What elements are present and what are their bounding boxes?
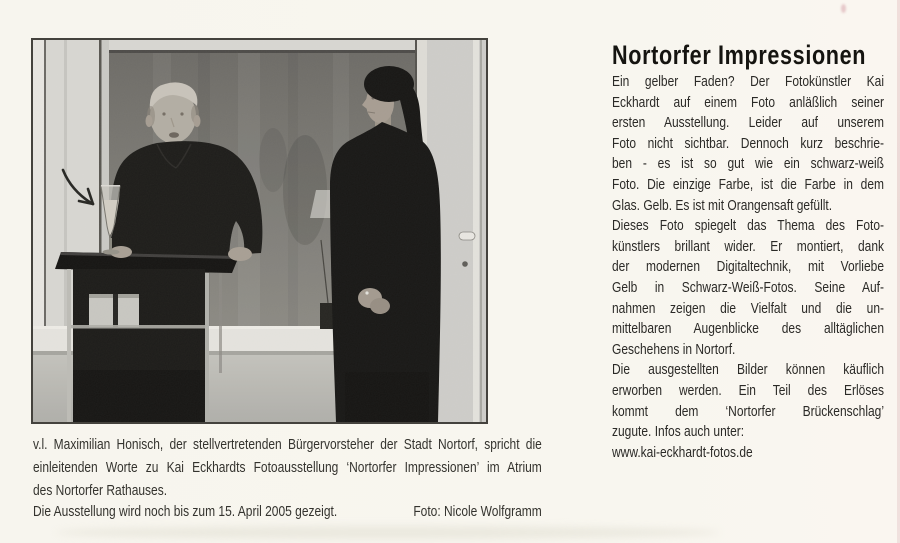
article-line: ersten Ausstellung. Leider auf unserem xyxy=(612,114,884,132)
photo-caption xyxy=(33,433,542,503)
article-line: Gelb in Schwarz-Weiß-Fotos. Seine Auf- xyxy=(612,278,884,296)
exhibition-duration-note: Die Ausstellung wird noch bis zum 15. April 2005 gezeigt. xyxy=(33,503,338,520)
article-line: ben - es ist so gut wie ein schwarz-weiß xyxy=(612,155,884,173)
exhibition-photo-drawing xyxy=(33,40,486,422)
article-body xyxy=(612,72,884,463)
scan-smudge xyxy=(55,526,720,539)
article-line: Glas. Gelb. Es ist mit Orangensaft gefüllt. xyxy=(612,196,833,214)
article-title: Nortorfer Impressionen xyxy=(612,40,867,70)
caption-line: v.l. Maximilian Honisch, der stellvertretenden Bürgervorsteher der Stadt Nortorf, spricht die xyxy=(33,436,542,453)
article-line: künstlers brillant wider. Er montiert, dank xyxy=(612,237,884,255)
article-line: Dieses Foto spiegelt das Thema des Foto- xyxy=(612,217,884,235)
caption-footer xyxy=(33,502,542,522)
article-line: Ein gelber Faden? Der Fotokünstler Kai xyxy=(612,73,884,90)
article-line: Foto. Die einzige Farbe, ist die Farbe in dem xyxy=(612,175,884,193)
exhibition-photo xyxy=(31,38,488,424)
photo-credit: Foto: Nicole Wolfgramm xyxy=(413,503,542,520)
article-line: mittelbaren Augenblicke des alltäglichen xyxy=(612,320,884,338)
caption-line: des Nortorfer Rathauses. xyxy=(33,482,168,500)
article-line: kommt dem ‘Nortorfer Brückenschlag’ xyxy=(612,402,884,420)
article-line: Eckhardt auf einem Foto anläßlich seiner xyxy=(612,93,884,111)
caption-line: einleitenden Worte zu Kai Eckhardts Fotoausstellung ‘Nortorfer Impressionen’ im Atrium xyxy=(33,459,542,477)
article-line: www.kai-eckhardt-fotos.de xyxy=(612,443,753,461)
article-column xyxy=(612,42,884,463)
article-line: Geschehens in Nortorf. xyxy=(612,340,736,358)
article-line: zugute. Infos auch unter: xyxy=(612,423,745,441)
article-line: der modernen Digitaltechnik, mit Vorliebe xyxy=(612,258,884,276)
article-line: Die ausgestellten Bilder können käuflich xyxy=(612,361,884,379)
article-line: Foto nicht sichtbar. Dennoch kurz beschrie- xyxy=(612,134,884,152)
scan-artifact-dot xyxy=(841,4,846,13)
article-line: nahmen zeigen die Vielfalt und die un- xyxy=(612,299,884,317)
article-line: erworben werden. Ein Teil des Erlöses xyxy=(612,381,884,399)
